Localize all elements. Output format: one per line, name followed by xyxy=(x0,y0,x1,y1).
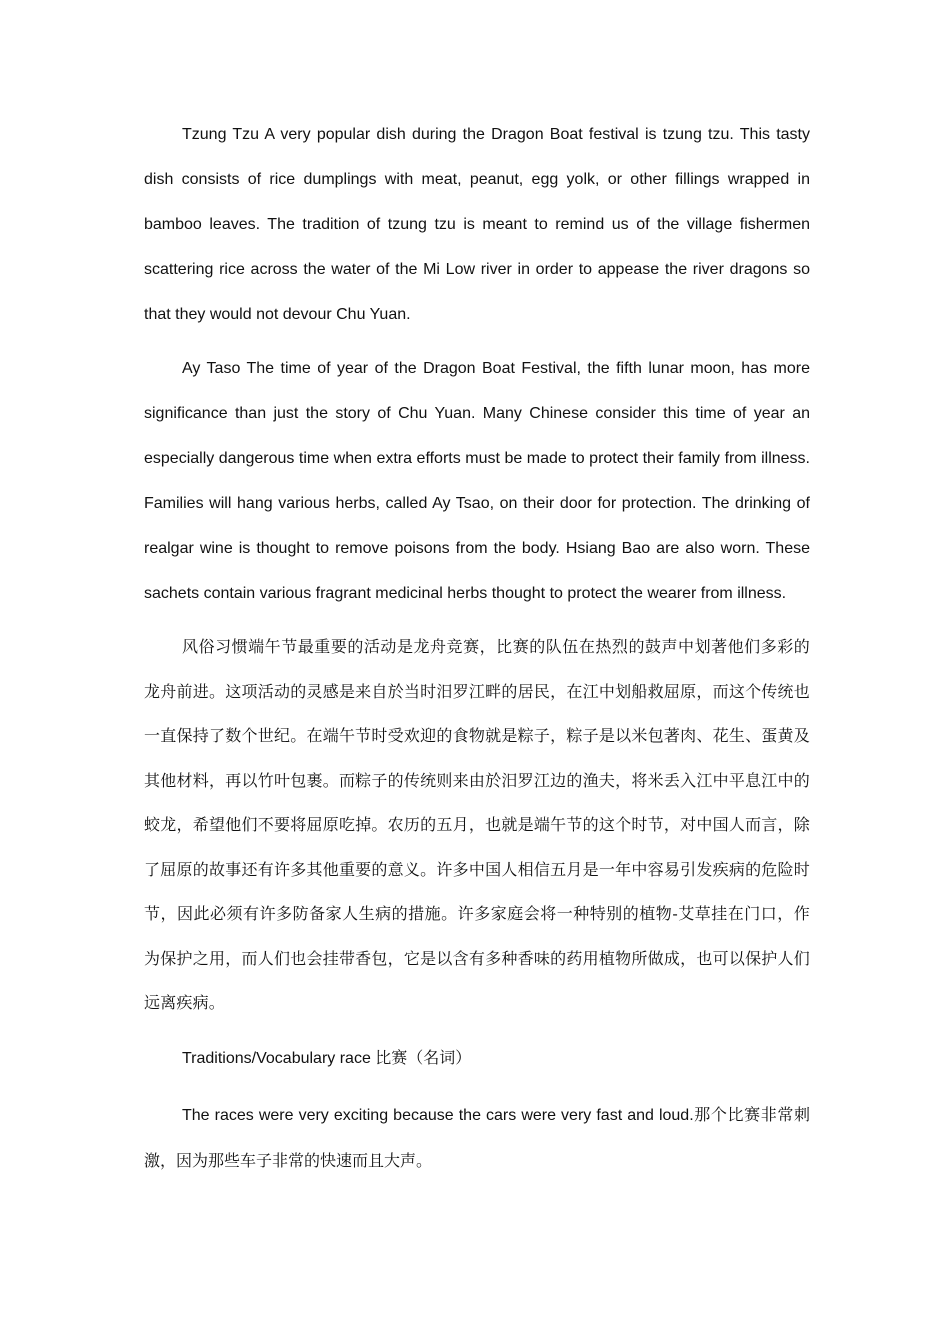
example-sentence-en: The races were very exciting because the cars were very fast and loud. xyxy=(182,1106,694,1124)
document-page xyxy=(144,112,810,1195)
vocab-heading-zh: 比赛（名词） xyxy=(375,1047,472,1067)
paragraph-chinese-customs: 风俗习惯端午节最重要的活动是龙舟竞赛，比赛的队伍在热烈的鼓声中划著他们多彩的龙舟前进。这项活动的灵感是来自於当时汨罗江畔的居民，在江中划船救屈原，而这个传统也一直保持了数个世纪。在端午节时受欢迎的食物就是粽子，粽子是以米包著肉、花生、蛋黄及其他材料，再以竹叶包裹。而粽子的传统则来由於汨罗江边的渔夫，将米丢入江中平息江中的蛟龙，希望他们不要将屈原吃掉。农历的五月，也就是端午节的这个时节，对中国人而言，除了屈原的故事还有许多其他重要的意义。许多中国人相信五月是一年中容易引发疾病的危险时节，因此必须有许多防备家人生病的措施。许多家庭会将一种特别的植物-艾草挂在门口，作为保护之用，而人们也会挂带香包，它是以含有多种香味的药用植物所做成，也可以保护人们远离疾病。 xyxy=(144,637,810,1012)
vocab-heading-en: Traditions/Vocabulary race xyxy=(182,1049,376,1067)
paragraph-tzung-tzu: Tzung Tzu A very popular dish during the Dragon Boat festival is tzung tzu. This tasty dish consists of rice dumplings with meat, peanut, egg yolk, or other fillings wrapped in bamboo leaves. The tradition of tzung tzu is meant to remind us of the village fishermen scattering rice across the water of the Mi Low river in order to appease the river dragons so that they would not devour Chu Yuan. xyxy=(144,126,810,323)
example-sentence xyxy=(144,1092,810,1184)
vocab-heading xyxy=(144,1035,810,1081)
example-sentence-zh: 那个比赛非常刺激，因为那些车子非常的快速而且大声。 xyxy=(144,1104,810,1170)
paragraph-ay-taso: Ay Taso The time of year of the Dragon Boat Festival, the fifth lunar moon, has more significance than just the story of Chu Yuan. Many Chinese consider this time of year an especially dangerous time when extra efforts must be made to protect their family from illness. Families will hang various herbs, called Ay Tsao, on their door for protection. The drinking of realgar wine is thought to remove poisons from the body. Hsiang Bao are also worn. These sachets contain various fragrant medicinal herbs thought to protect the wearer from illness. xyxy=(144,360,810,602)
